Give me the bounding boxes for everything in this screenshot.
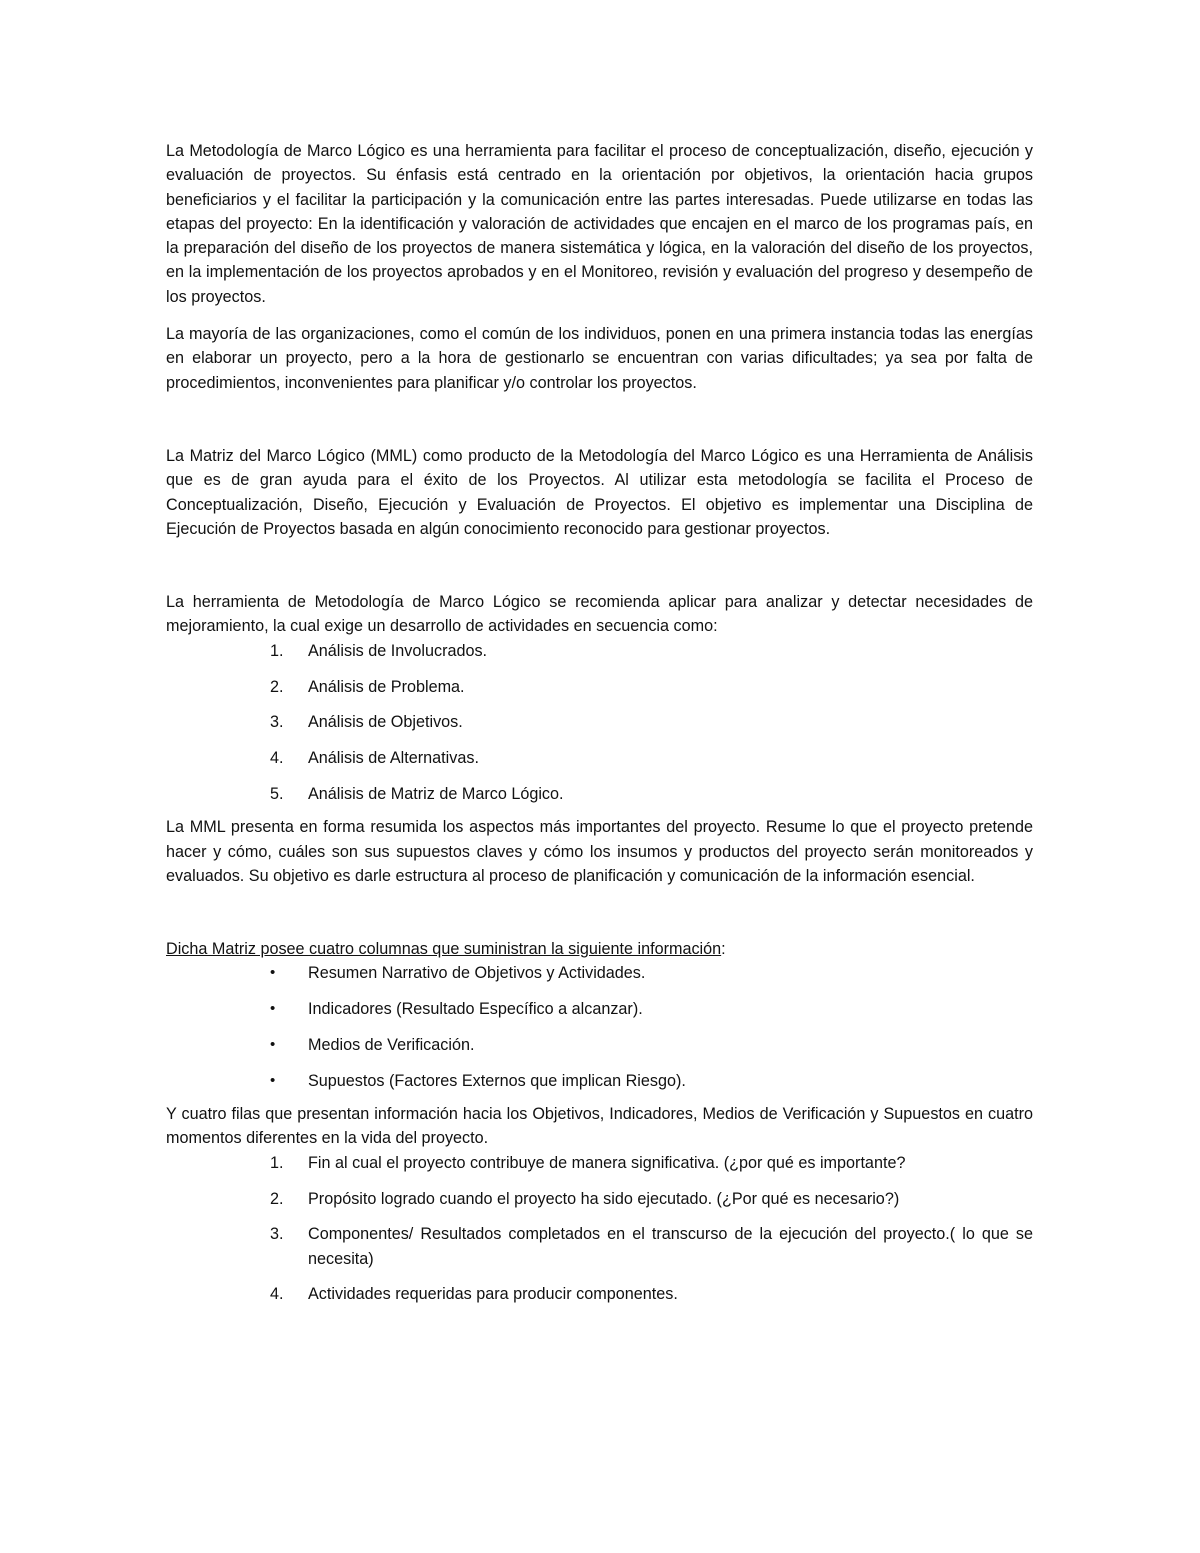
bullet-icon: • [270,1071,276,1089]
underlined-text: Dicha Matriz posee cuatro columnas que suministran la siguiente información [166,940,722,959]
list-number: 1. [270,1153,284,1172]
list-item [166,782,1033,806]
list-item-text: Resumen Narrativo de Objetivos y Actividades. [308,964,646,983]
list-number: 4. [270,1285,284,1304]
list-item-text: Fin al cual el proyecto contribuye de manera significativa. (¿por qué es importante? [308,1153,906,1172]
list-item-text: Análisis de Alternativas. [308,749,479,768]
list-item-text: Medios de Verificación. [308,1036,475,1055]
bullet-icon: • [270,1000,276,1018]
list-number: 3. [270,1225,284,1244]
paragraph-tool-recommendation: La herramienta de Metodología de Marco Lógico se recomienda aplicar para analizar y detectar necesidades de mejoramiento, la cual exige un desarrollo de actividades en secuencia como: [166,593,1033,636]
columns-list [166,961,1033,1093]
list-item-text: Indicadores (Resultado Específico a alcanzar). [308,1000,643,1019]
list-item [166,997,1033,1021]
list-number: 3. [270,713,284,732]
list-item [166,1151,1033,1175]
list-item [166,1282,1033,1306]
list-number: 2. [270,1189,284,1208]
list-item-text: Análisis de Matriz de Marco Lógico. [308,784,564,803]
paragraph-rows-intro: Y cuatro filas que presentan información hacia los Objetivos, Indicadores, Medios de Verificación y Supuestos en cuatro momentos diferentes en la vida del proyecto. [166,1105,1033,1148]
list-item-text: Propósito logrado cuando el proyecto ha sido ejecutado. (¿Por qué es necesario?) [308,1189,900,1208]
list-number: 1. [270,641,284,660]
list-item [166,1069,1033,1093]
rows-list [166,1151,1033,1307]
paragraph-organizations: La mayoría de las organizaciones, como el común de los individuos, ponen en una primera instancia todas las energías en elaborar un proyecto, pero a la hora de gestionarlo se encuentran con varias dificultades; ya sea por falta de procedimientos, inconvenientes para planificar y/o controlar los proyectos. [166,325,1033,392]
list-item-text: Actividades requeridas para producir componentes. [308,1285,678,1304]
list-number: 4. [270,749,284,768]
paragraph-columns-intro [166,937,1033,961]
document-page [166,139,1033,1307]
paragraph-mml-summary: La MML presenta en forma resumida los aspectos más importantes del proyecto. Resume lo que el proyecto pretende hacer y cómo, cuáles son sus supuestos claves y cómo los insumos y productos del proyecto serán monitoreados y evaluados. Su objetivo es darle estructura al proceso de planificación y comunicación de la información esencial. [166,818,1033,885]
bullet-icon: • [270,1036,276,1054]
list-item [166,746,1033,770]
list-item [166,1033,1033,1057]
list-number: 5. [270,784,284,803]
list-number: 2. [270,677,284,696]
list-item-text: Análisis de Objetivos. [308,713,463,732]
list-item [166,1187,1033,1211]
paragraph-intro: La Metodología de Marco Lógico es una herramienta para facilitar el proceso de conceptualización, diseño, ejecución y evaluación de proyectos. Su énfasis está centrado en la orientación por objetivos, la orientación hacia grupos beneficiarios y el facilitar la participación y la comunicación entre las partes interesadas. Puede utilizarse en todas las etapas del proyecto: En la identificación y valoración de actividades que encajen en el marco de los programas país, en la preparación del diseño de los proyectos de manera sistemática y lógica, en la valoración del diseño de los proyectos, en la implementación de los proyectos aprobados y en el Monitoreo, revisión y evaluación del progreso y desempeño de los proyectos. [166,142,1033,306]
list-item [166,710,1033,734]
list-item-text: Análisis de Problema. [308,677,465,696]
bullet-icon: • [270,964,276,982]
list-item-text: Supuestos (Factores Externos que implican Riesgo). [308,1071,686,1090]
list-item-text: Análisis de Involucrados. [308,641,488,660]
colon-text: : [721,940,726,959]
paragraph-mml: La Matriz del Marco Lógico (MML) como producto de la Metodología del Marco Lógico es una Herramienta de Análisis que es de gran ayuda para el éxito de los Proyectos. Al utilizar esta metodología se facilita el Proceso de Conceptualización, Diseño, Ejecución y Evaluación de Proyectos. El objetivo es implementar una Disciplina de Ejecución de Proyectos basada en algún conocimiento reconocido para gestionar proyectos. [166,446,1033,538]
list-item [166,639,1033,663]
list-item [166,675,1033,699]
activities-list [166,639,1033,806]
list-item [166,961,1033,985]
list-item-text: Componentes/ Resultados completados en el transcurso de la ejecución del proyecto.( lo que se necesita) [308,1225,1033,1268]
list-item [166,1222,1033,1271]
